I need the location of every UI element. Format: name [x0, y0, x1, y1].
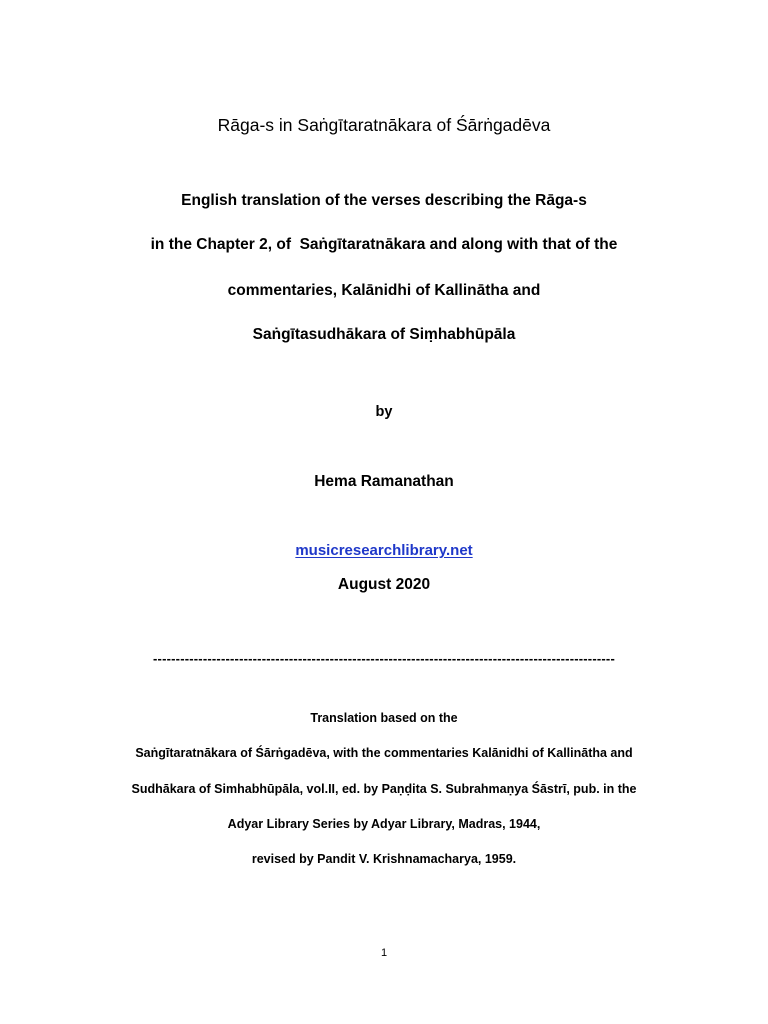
- translation-note-line-5: revised by Pandit V. Krishnamacharya, 1959.: [251, 852, 517, 866]
- section-divider: ------------------------------------------------------------------------------------------------------: [153, 651, 615, 666]
- by-label: by: [375, 404, 393, 420]
- subtitle-line-2: in the Chapter 2, of Saṅgītaratnākara and along with that of the: [150, 236, 618, 253]
- subtitle-line-1: English translation of the verses describing the Rāga-s: [181, 192, 587, 209]
- subtitle-line-3: commentaries, Kalānidhi of Kallinātha and: [227, 282, 541, 299]
- document-title: Rāga-s in Saṅgītaratnākara of Śārṅgadēva: [217, 115, 551, 135]
- translation-note-line-2: Saṅgītaratnākara of Śārṅgadēva, with the commentaries Kalānidhi of Kallinātha and: [135, 746, 633, 760]
- page-number: 1: [380, 947, 388, 959]
- website-link[interactable]: musicresearchlibrary.net: [295, 542, 473, 559]
- subtitle-line-4: Saṅgītasudhākara of Siṃhabhūpāla: [252, 326, 516, 343]
- translation-note-line-1: Translation based on the: [310, 711, 458, 725]
- publication-date: August 2020: [337, 576, 431, 593]
- website-line: [0, 543, 768, 558]
- translation-note-line-3: Sudhākara of Simhabhūpāla, vol.II, ed. by Paṇḍita S. Subrahmaṇya Śāstrī, pub. in the: [131, 782, 637, 796]
- translation-note-line-4: Adyar Library Series by Adyar Library, Madras, 1944,: [227, 817, 541, 831]
- author-name: Hema Ramanathan: [314, 473, 454, 490]
